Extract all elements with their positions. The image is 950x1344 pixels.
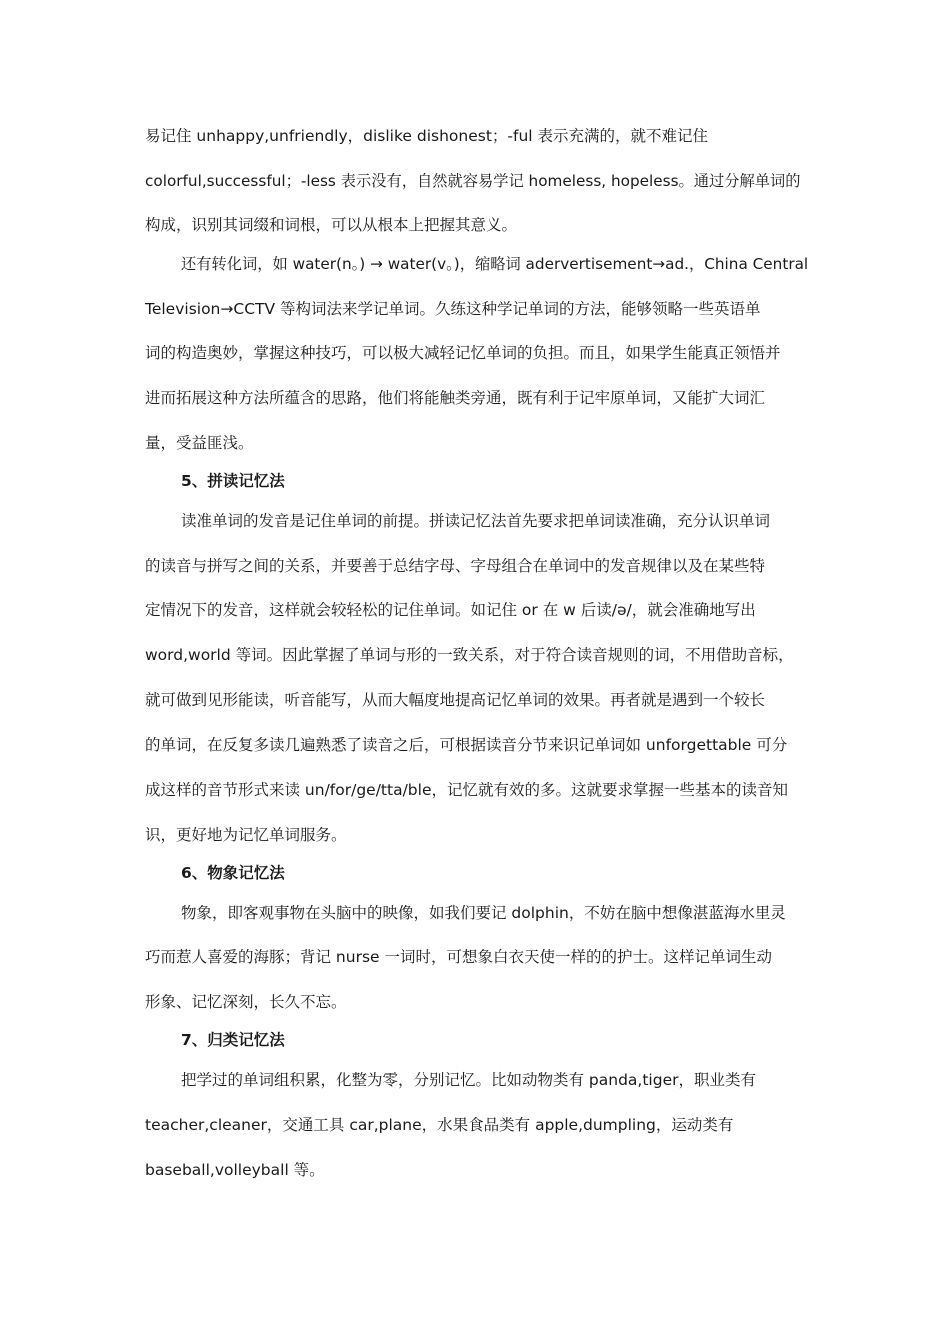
paragraph-line: Television→CCTV 等构词法来学记单词。久练这种学记单词的方法，能够领略一些英语单 <box>145 300 761 318</box>
paragraph-line: 就可做到见形能读，听音能写，从而大幅度地提高记忆单词的效果。再者就是遇到一个较长 <box>145 691 766 709</box>
paragraph-line: 易记住 unhappy,unfriendly，dislike dishonest；-ful 表示充满的，就不难记住 <box>145 127 709 145</box>
paragraph-line: 定情况下的发音，这样就会较轻松的记住单词。如记住 or 在 w 后读/ə/，就会准确地写出 <box>145 601 756 619</box>
paragraph-line: 读准单词的发音是记住单词的前提。拼读记忆法首先要求把单词读准确，充分认识单词 <box>181 512 771 530</box>
section-heading: 7、归类记忆法 <box>181 1031 285 1049</box>
paragraph-line: 构成，识别其词缀和词根，可以从根本上把握其意义。 <box>145 216 518 234</box>
paragraph-line: 量，受益匪浅。 <box>145 434 254 452</box>
paragraph-line: 成这样的音节形式来读 un/for/ge/tta/ble，记忆就有效的多。这就要求掌握一些基本的读音知 <box>145 781 788 799</box>
section-heading: 5、拼读记忆法 <box>181 472 285 490</box>
paragraph-line: 识，更好地为记忆单词服务。 <box>145 826 347 844</box>
paragraph-line: 的读音与拼写之间的关系，并要善于总结字母、字母组合在单词中的发音规律以及在某些特 <box>145 557 766 575</box>
paragraph-line: 物象，即客观事物在头脑中的映像，如我们要记 dolphin，不妨在脑中想像湛蓝海水里灵 <box>181 904 786 922</box>
paragraph-line: word,world 等词。因此掌握了单词与形的一致关系，对于符合读音规则的词，不用借助音标， <box>145 646 794 664</box>
paragraph-line: 巧而惹人喜爱的海豚；背记 nurse 一词时，可想象白衣天使一样的的护士。这样记单词生动 <box>145 948 772 966</box>
paragraph-line: colorful,successful；-less 表示没有，自然就容易学记 homeless, hopeless。通过分解单词的 <box>145 172 801 190</box>
paragraph-line: 进而拓展这种方法所蕴含的思路，他们将能触类旁通，既有利于记牢原单词，又能扩大词汇 <box>145 389 766 407</box>
paragraph-line: teacher,cleaner，交通工具 car,plane，水果食品类有 apple,dumpling，运动类有 <box>145 1116 734 1134</box>
paragraph-line: 还有转化词，如 water(n。) → water(v。)，缩略词 adervertisement→ad.，China Central <box>181 255 809 273</box>
paragraph-line: 的单词，在反复多读几遍熟悉了读音之后，可根据读音分节来识记单词如 unforgettable 可分 <box>145 736 788 754</box>
paragraph-line: 把学过的单词组积累，化整为零，分别记忆。比如动物类有 panda,tiger，职业类有 <box>181 1071 756 1089</box>
paragraph-line: 形象、记忆深刻，长久不忘。 <box>145 993 347 1011</box>
paragraph-line: baseball,volleyball 等。 <box>145 1161 325 1179</box>
paragraph-line: 词的构造奥妙，掌握这种技巧，可以极大减轻记忆单词的负担。而且，如果学生能真正领悟并 <box>145 344 781 362</box>
section-heading: 6、物象记忆法 <box>181 864 285 882</box>
